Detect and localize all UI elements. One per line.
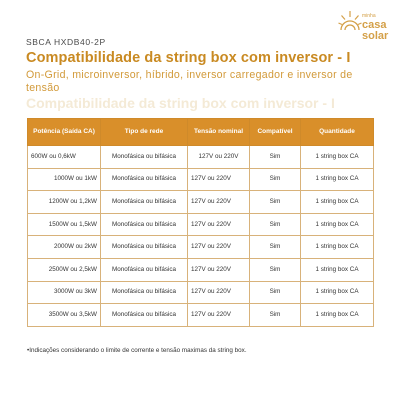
- cell-quantity: 1 string box CA: [301, 304, 374, 327]
- cell-grid-type: Monofásica ou bifásica: [101, 304, 188, 327]
- cell-power: 600W ou 0,6kW: [28, 146, 101, 169]
- cell-compatible: Sim: [250, 146, 301, 169]
- cell-quantity: 1 string box CA: [301, 146, 374, 169]
- cell-grid-type: Monofásica ou bifásica: [101, 236, 188, 259]
- column-header-quantity: Quantidade: [301, 119, 374, 146]
- page-subtitle: On-Grid, microinversor, híbrido, inversor carregador e inversor de tensão: [26, 69, 353, 94]
- product-code: SBCA HXDB40-2P: [26, 37, 106, 47]
- table-row: [28, 191, 374, 214]
- cell-compatible: Sim: [250, 258, 301, 281]
- cell-quantity: 1 string box CA: [301, 258, 374, 281]
- cell-quantity: 1 string box CA: [301, 168, 374, 191]
- cell-grid-type: Monofásica ou bifásica: [101, 281, 188, 304]
- cell-grid-type: Monofásica ou bifásica: [101, 191, 188, 214]
- cell-grid-type: Monofásica ou bifásica: [101, 213, 188, 236]
- logo-line-3: solar: [362, 30, 389, 42]
- page-title: Compatibilidade da string box com inversor - I: [26, 50, 351, 66]
- table-row: [28, 213, 374, 236]
- cell-voltage: 127V ou 220V: [188, 213, 250, 236]
- cell-power: 2500W ou 2,5kW: [28, 258, 101, 281]
- cell-quantity: 1 string box CA: [301, 191, 374, 214]
- cell-quantity: 1 string box CA: [301, 213, 374, 236]
- cell-grid-type: Monofásica ou bifásica: [101, 258, 188, 281]
- table-row: [28, 281, 374, 304]
- logo-line-1: minha: [362, 13, 376, 19]
- table-row: [28, 146, 374, 169]
- cell-compatible: Sim: [250, 168, 301, 191]
- cell-voltage: 127V ou 220V: [188, 191, 250, 214]
- cell-power: 1000W ou 1kW: [28, 168, 101, 191]
- footnote: •Indicações considerando o limite de corrente e tensão maximas da string box.: [27, 347, 247, 354]
- cell-voltage: 127V ou 220V: [188, 146, 250, 169]
- cell-voltage: 127V ou 220V: [188, 168, 250, 191]
- brand-logo: [338, 8, 394, 48]
- cell-compatible: Sim: [250, 191, 301, 214]
- cell-power: 1200W ou 1,2kW: [28, 191, 101, 214]
- logo-line-2: casa: [362, 19, 387, 31]
- cell-compatible: Sim: [250, 213, 301, 236]
- column-header-compatible: Compatível: [250, 119, 301, 146]
- column-header-grid-type: Tipo de rede: [101, 119, 188, 146]
- cell-power: 3500W ou 3,5kW: [28, 304, 101, 327]
- cell-voltage: 127V ou 220V: [188, 304, 250, 327]
- table-row: [28, 258, 374, 281]
- cell-compatible: Sim: [250, 236, 301, 259]
- compatibility-table: [27, 118, 374, 327]
- table-header-row: [28, 119, 374, 146]
- table-row: [28, 236, 374, 259]
- cell-compatible: Sim: [250, 281, 301, 304]
- cell-power: 2000W ou 2kW: [28, 236, 101, 259]
- table-row: [28, 304, 374, 327]
- cell-grid-type: Monofásica ou bifásica: [101, 146, 188, 169]
- cell-power: 3000W ou 3kW: [28, 281, 101, 304]
- column-header-voltage: Tensão nominal: [188, 119, 250, 146]
- background-watermark: Compatibilidade da string box com inversor - I: [26, 95, 335, 111]
- cell-grid-type: Monofásica ou bifásica: [101, 168, 188, 191]
- sun-icon: [338, 8, 362, 36]
- column-header-power: Potência (Saída CA): [28, 119, 101, 146]
- cell-voltage: 127V ou 220V: [188, 236, 250, 259]
- table-row: [28, 168, 374, 191]
- cell-compatible: Sim: [250, 304, 301, 327]
- cell-voltage: 127V ou 220V: [188, 281, 250, 304]
- cell-quantity: 1 string box CA: [301, 236, 374, 259]
- cell-voltage: 127V ou 220V: [188, 258, 250, 281]
- cell-quantity: 1 string box CA: [301, 281, 374, 304]
- cell-power: 1500W ou 1,5kW: [28, 213, 101, 236]
